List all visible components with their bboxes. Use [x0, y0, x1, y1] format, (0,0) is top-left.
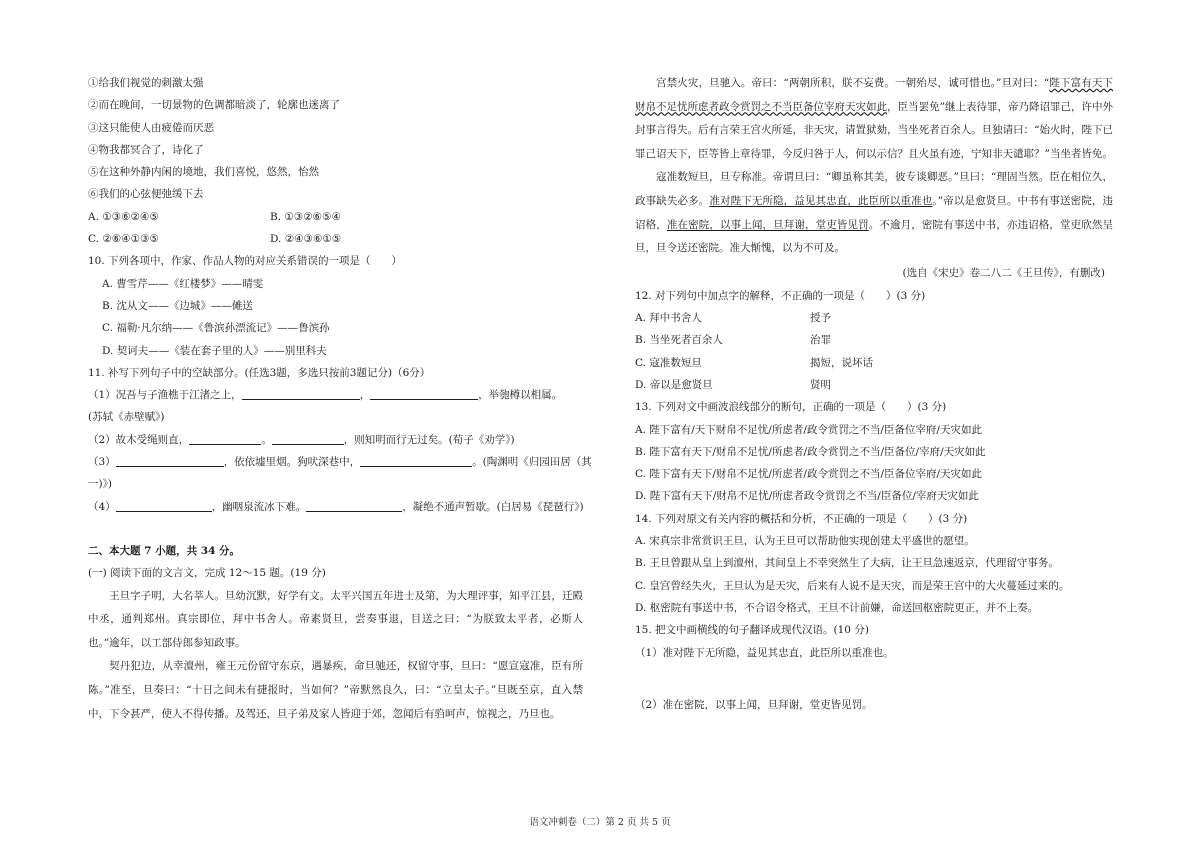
option-row — [635, 352, 1113, 374]
right-column — [635, 72, 1113, 716]
option-b: B. 当坐死者百余人 — [635, 334, 723, 347]
question-11-2 — [88, 429, 583, 451]
page-footer: 语文冲刺卷（二）第 2 页 共 5 页 — [529, 817, 671, 828]
question-11-1: （1）况吾与子渔樵于江渚之上， ， ，举匏樽以相属。 — [88, 389, 563, 402]
list-item: ⑤在这种外静内闲的境地，我们喜悦，悠然，怡然 — [88, 166, 319, 179]
option-c: C. 陛下富有天下/财帛不足忧/所虑者/政令赏罚之不当/臣备位宰府/天灾如此 — [635, 468, 983, 481]
question-15-2: （2）准在密院，以事上闻，旦拜谢，堂吏皆见罚。 — [635, 698, 873, 711]
question-text: ，幽咽泉流冰下难。 — [211, 500, 307, 513]
question-text: 。(陶渊明《归园田居（其 — [472, 456, 592, 469]
option-b: B. 陛下富有天下/财帛不足忧/所虑者/政令赏罚之不当/臣备位/宰府/天灾如此 — [635, 445, 986, 458]
question-text: （3） — [88, 456, 116, 469]
option-gloss: 贤明 — [810, 378, 831, 391]
question-text: ，凝绝不通声暂歇。(白居易《琵琶行》) — [402, 500, 584, 513]
option-c: C. ②⑥④①③⑤ — [88, 233, 159, 246]
option-a: A. 陛下富有/天下财帛不足忧/所虑者/政令赏罚之不当/臣备位宰府/天灾如此 — [635, 423, 982, 436]
option-b: B. 沈从文——《边城》——傩送 — [102, 299, 253, 312]
passage-paragraph: 契丹犯边，从幸澶州，雍王元份留守东京，遇暴疾，命旦驰还，权留守事，旦曰：“愿宣寇准，臣有所陈。”准至，旦奏曰：“十日之间未有捷报时，当如何？”帝默然良久，曰：“立皇太子。”旦既至京，直入禁中，下令甚严，使人不得传播。及驾还，旦子弟及家人皆迎于郊，忽闻后有驺呵声，惊视之，乃旦也。 — [88, 660, 583, 720]
passage-text: 寇准数短旦，旦专称准。帝谓旦曰：“卿虽称其美，彼专谈卿恶。”旦曰：“理固当然。臣在相位久，政事缺失必多。 — [635, 171, 1113, 207]
wavy-underlined-text: 陛下富有天下财帛不足忧所虑者政令赏罚之不当臣备位宰府天灾如此 — [635, 77, 1113, 113]
question-text: （4） — [88, 500, 116, 513]
answer-blank — [189, 432, 261, 445]
underlined-sentence: 准对陛下无所隐，益见其忠直，此臣所以重准也 — [709, 194, 933, 207]
option-b: B. ①③②⑥⑤④ — [270, 210, 341, 223]
answer-blank — [306, 499, 402, 512]
option-c: C. 福勒·凡尔纳——《鲁滨孙漂流记》——鲁滨孙 — [102, 322, 330, 335]
question-text: ，举匏樽以相属。 — [478, 389, 563, 402]
answer-blank — [116, 499, 212, 512]
question-15-1: （1）准对陛下无所隐，益见其忠直，此臣所以重准也。 — [635, 646, 894, 659]
passage-paragraph — [635, 166, 1113, 260]
option-a: A. ①③⑥②④⑤ — [88, 210, 159, 223]
answer-blank — [242, 387, 360, 400]
option-a: A. 曹雪芹——《红楼梦》——晴雯 — [102, 277, 264, 290]
option-gloss: 揭短，说坏话 — [810, 356, 873, 369]
option-row — [635, 329, 1113, 351]
question-text: ，则知明而行无过矣。(荀子《劝学》) — [343, 433, 515, 446]
passage-paragraph: 王旦字子明，大名莘人。旦幼沉默，好学有文。太平兴国五年进士及第，为大理评事，知平江县，迁殿中丞，通判郑州。真宗即位，拜中书舍人。帝素贤旦，尝奏事退，目送之曰：“为朕致太平者，必斯人也。”逾年，以工部侍郎参知政事。 — [88, 589, 583, 649]
option-b: B. 王旦曾跟从皇上到澶州，其间皇上不幸突然生了大病，让王旦急速返京，代理留守事务。 — [635, 557, 1059, 570]
list-item: ②而在晚间，一切景物的色调都暗淡了，轮廓也迷离了 — [88, 99, 340, 112]
question-13: 13. 下列对文中画波浪线部分的断句，正确的一项是（ ）(3 分) — [635, 401, 947, 414]
option-d: D. ②④③⑥①⑤ — [270, 233, 342, 246]
option-c: C. 寇准数短旦 — [635, 356, 702, 369]
list-item: ④物我都冥合了，诗化了 — [88, 143, 204, 156]
option-d: D. 契诃夫——《装在套子里的人》——别里科夫 — [102, 344, 327, 357]
question-10: 10. 下列各项中，作家、作品人物的对应关系错误的一项是（ ） — [88, 255, 403, 268]
reading-intro: (一) 阅读下面的文言文，完成 12～15 题。(19 分) — [88, 567, 326, 580]
option-row — [88, 206, 583, 228]
option-gloss: 授予 — [810, 312, 831, 325]
passage-text: 。不逾月，密院有事送中书，亦违诏格，堂吏欣然呈旦，旦令送还密院。准大惭愧，以为不可及。 — [635, 218, 1113, 255]
section-heading: 二、本大题 7 小题，共 34 分。 — [88, 544, 241, 557]
option-d: D. 陛下富有天下/财帛不足忧/所虑者政令赏罚之不当/臣备位/宰府天灾如此 — [635, 490, 979, 503]
passage-text: 。”帝以是愈贤旦。中书有事送密院，违诏格， — [635, 194, 1114, 231]
answer-blank — [116, 454, 224, 467]
passage-text: ，臣当罢免”继上表待罪，帝乃降诏罪己，许中外封事言得失。后有言荣王宫火所延，非天灾，请置狱劾，当坐死者百余人。旦独请曰：“始火时，陛下已罪己诏天下，臣等皆上章待罪，今反归咎于人，何以示信？且火虽有迹，宁知非天谴耶？”当坐者皆免。 — [635, 100, 1114, 160]
list-item: ⑥我们的心弦便弛缓下去 — [88, 188, 204, 201]
question-12: 12. 对下列句中加点字的解释，不正确的一项是（ ）(3 分) — [635, 289, 926, 302]
passage-paragraph — [635, 72, 1113, 166]
option-a: A. 拜中书舍人 — [635, 312, 702, 325]
list-item: ③这只能使人由疲倦而厌恶 — [88, 121, 214, 134]
question-11-3-cont: 一)》) — [88, 478, 112, 491]
question-11-4 — [88, 496, 583, 518]
question-14: 14. 下列对原文有关内容的概括和分析，不正确的一项是（ ）(3 分) — [635, 512, 968, 525]
question-text: ，依依墟里烟。狗吠深巷中， — [223, 456, 361, 469]
passage-source: (选自《宋史》卷二八二《王旦传》，有删改) — [902, 266, 1105, 279]
question-text: （1）况吾与子渔樵于江渚之上， — [88, 389, 242, 402]
list-item: ①给我们视觉的刺激太强 — [88, 77, 204, 89]
option-d: D. 帝以是愈贤旦 — [635, 378, 713, 391]
question-text: 。 — [261, 433, 272, 446]
option-gloss: 治罪 — [810, 334, 831, 347]
answer-blank — [360, 454, 472, 467]
answer-blank — [272, 432, 344, 445]
question-11-3 — [88, 451, 592, 473]
option-row — [635, 374, 1113, 396]
question-11: 11. 补写下列句子中的空缺部分。(任选3题，多选只按前3题记分)（6分） — [88, 366, 431, 379]
answer-space — [635, 664, 1113, 694]
question-15: 15. 把文中画横线的句子翻译成现代汉语。(10 分) — [635, 624, 869, 637]
passage-text: 宫禁火灾，旦驰入。帝曰：“两朝所积，朕不妄费。一朝殆尽，诚可惜也。”旦对曰：“ — [656, 77, 1050, 89]
option-row — [635, 307, 1113, 329]
option-c: C. 皇宫曾经失火，王旦认为是天灾，后来有人说不是天灾，而是荣王宫中的大火蔓延过来的。 — [635, 579, 1070, 592]
question-11-1-source: (苏轼《赤壁赋》) — [88, 411, 165, 424]
answer-blank — [370, 387, 478, 400]
option-d: D. 枢密院有事送中书，不合诏令格式，王旦不计前嫌，命送回枢密院更正，并不上奏。 — [635, 601, 1039, 614]
question-text: （2）故木受绳则直， — [88, 433, 190, 446]
option-row — [88, 228, 583, 250]
left-column — [88, 72, 592, 726]
underlined-sentence: 准在密院，以事上闻，旦拜谢，堂吏皆见罚 — [666, 218, 869, 231]
option-a: A. 宋真宗非常赏识王旦，认为王旦可以帮助他实现创建太平盛世的愿望。 — [635, 535, 975, 548]
